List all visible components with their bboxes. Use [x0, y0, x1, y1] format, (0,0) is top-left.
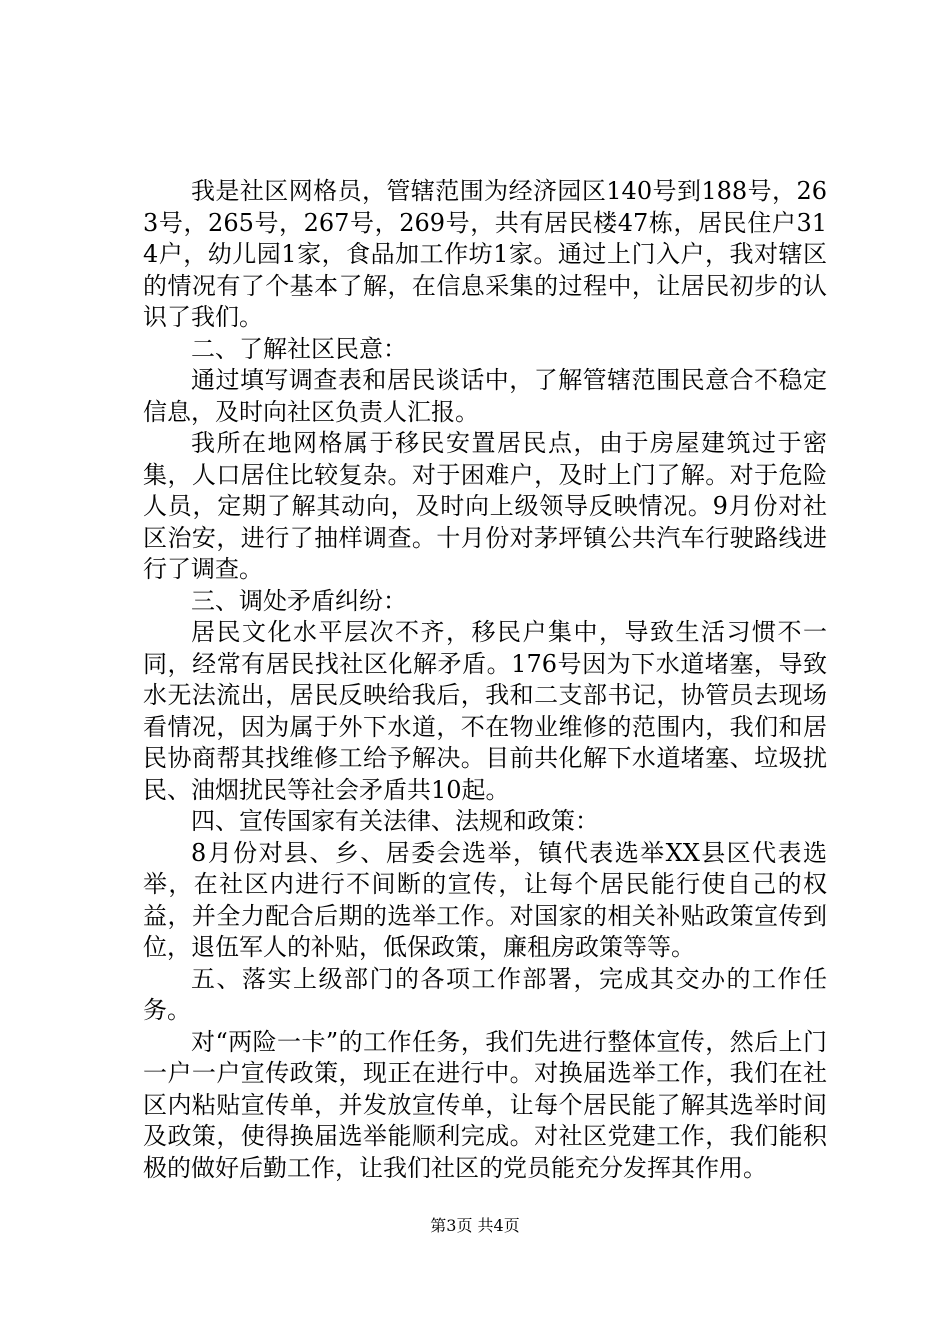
section-heading-4: 四、宣传国家有关法律、法规和政策： [191, 807, 599, 835]
paragraph-intro: 我是社区网格员，管辖范围为经济园区140号到188号，263号，265号，267号，269号，共有居民楼47栋，居民住户314户，幼儿园1家，食品加工作坊1家。通过上门入户，我对辖区的情况有了个基本了解，在信息采集的过程中，让居民初步的认识了我们。 [143, 177, 827, 331]
paragraph-tasks: 对“两险一卡”的工作任务，我们先进行整体宣传，然后上门一户一户宣传政策，现正在进行中。对换届选举工作，我们在社区内粘贴宣传单，并发放宣传单，让每个居民能了解其选举时间及政策，使得换届选举能顺利完成。对社区党建工作，我们能积极的做好后勤工作，让我们社区的党员能充分发挥其作用。 [143, 1027, 827, 1182]
page-number-footer: 第3页 共4页 [430, 1216, 520, 1235]
section-heading-2: 二、了解社区民意： [191, 334, 407, 363]
paragraph-survey: 通过填写调查表和居民谈话中，了解管辖范围民意合不稳定信息，及时向社区负责人汇报。 [143, 366, 827, 426]
section-heading-5: 五、落实上级部门的各项工作部署，完成其交办的工作任务。 [143, 964, 827, 1024]
paragraph-elections: 8月份对县、乡、居委会选举，镇代表选举XX县区代表选举，在社区内进行不间断的宣传，让每个居民能行使自己的权益，并全力配合后期的选举工作。对国家的相关补贴政策宣传到位，退伍军人的补贴，低保政策，廉租房政策等等。 [143, 838, 827, 961]
document-body [143, 176, 827, 1184]
paragraph-grid-area: 我所在地网格属于移民安置居民点，由于房屋建筑过于密集，人口居住比较复杂。对于困难户，及时上门了解。对于危险人员，定期了解其动向，及时向上级领导反映情况。9月份对社区治安，进行了抽样调查。十月份对茅坪镇公共汽车行驶路线进行了调查。 [143, 429, 827, 583]
paragraph-disputes: 居民文化水平层次不齐，移民户集中，导致生活习惯不一同，经常有居民找社区化解矛盾。176号因为下水道堵塞，导致水无法流出，居民反映给我后，我和二支部书记，协管员去现场看情况，因为属于外下水道，不在物业维修的范围内，我们和居民协商帮其找维修工给予解决。目前共化解下水道堵塞、垃圾扰民、油烟扰民等社会矛盾共10起。 [143, 618, 827, 804]
section-heading-3: 三、调处矛盾纠纷： [191, 586, 407, 615]
